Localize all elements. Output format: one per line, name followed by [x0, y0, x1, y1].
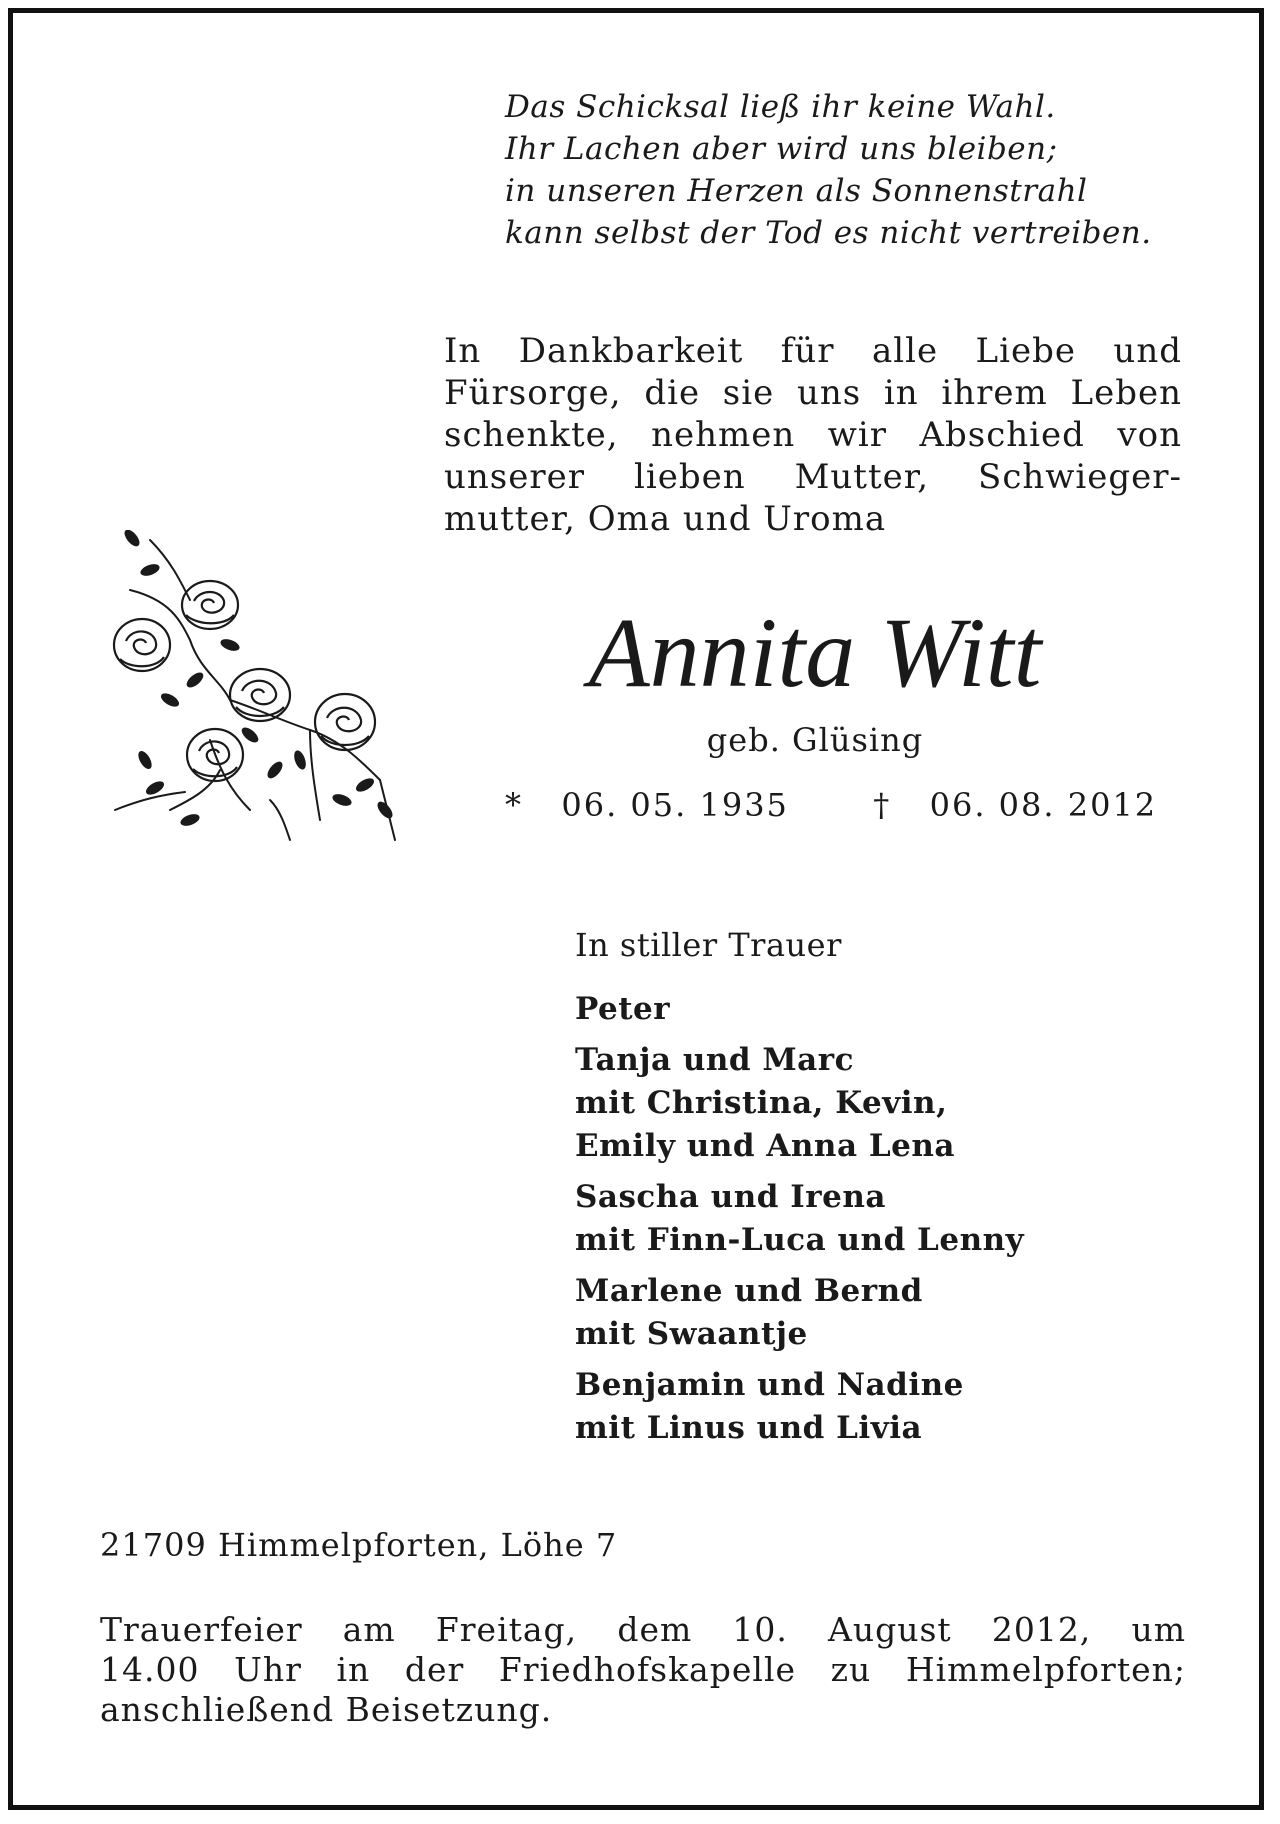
intro-text: [444, 330, 1182, 540]
poem-line: Ihr Lachen aber wird uns bleiben;: [505, 131, 1058, 167]
death-date: 06. 08. 2012: [929, 786, 1158, 824]
mourner-line: mit Swaantje: [575, 1316, 808, 1352]
ceremony-info: [100, 1610, 1186, 1730]
leaf-icon: [122, 530, 143, 549]
rose-icon: [114, 619, 170, 671]
leaf-icon: [239, 725, 261, 746]
poem-line: in unseren Herzen als Sonnenstrahl: [505, 173, 1088, 209]
leaf-icon: [219, 637, 241, 653]
poem-line: Das Schicksal ließ ihr keine Wahl.: [505, 89, 1056, 125]
maiden-name: geb. Glüsing: [706, 721, 924, 759]
leaf-icon: [331, 792, 353, 808]
mourner-line: Sascha und Irena: [575, 1179, 886, 1215]
mourners-list: [575, 988, 1215, 1458]
mourner-line: Peter: [575, 991, 671, 1027]
mourner-line: Benjamin und Nadine: [575, 1367, 964, 1403]
mourner-line: mit Linus und Livia: [575, 1410, 923, 1446]
leaf-icon: [265, 759, 286, 781]
intro-line: schenkte, nehmen wir Abschied von: [444, 415, 1182, 455]
death-symbol: †: [873, 786, 892, 824]
deceased-name: Annita Witt: [588, 597, 1042, 708]
ceremony-line: 14.00 Uhr in der Friedhofskapelle zu Himmelpforten;: [100, 1650, 1186, 1689]
mourner-line: Tanja und Marc: [575, 1042, 854, 1078]
mourner-line: mit Finn-Luca und Lenny: [575, 1222, 1025, 1258]
leaf-icon: [354, 776, 376, 795]
intro-line: Fürsorge, die sie uns in ihrem Leben: [444, 373, 1182, 413]
leaf-icon: [136, 749, 155, 771]
address: 21709 Himmelpforten, Löhe 7: [100, 1526, 618, 1564]
leaf-icon: [292, 749, 308, 771]
poem-line: kann selbst der Tod es nicht vertreiben.: [505, 215, 1152, 251]
mourner-group: [575, 1364, 1215, 1450]
rose-icon: [315, 694, 375, 750]
roses-illustration: [110, 530, 420, 850]
mourner-group: [575, 1270, 1215, 1356]
mourner-group: [575, 1176, 1215, 1262]
leaf-icon: [184, 670, 206, 691]
intro-line: In Dankbarkeit für alle Liebe und: [444, 331, 1182, 371]
mourner-line: Marlene und Bernd: [575, 1273, 923, 1309]
birth-date: 06. 05. 1935: [561, 786, 789, 824]
poem: [505, 86, 1225, 254]
intro-line: unserer lieben Mutter, Schwieger-: [444, 457, 1182, 497]
birth-symbol: *: [505, 786, 523, 824]
mourner-line: mit Christina, Kevin,: [575, 1085, 948, 1121]
intro-line: mutter, Oma und Uroma: [444, 499, 887, 539]
mourner-group: [575, 988, 1215, 1031]
leaf-icon: [139, 562, 161, 578]
ceremony-line: anschließend Beisetzung.: [100, 1690, 553, 1729]
leaf-icon: [159, 691, 181, 710]
rose-icon: [230, 669, 290, 721]
rose-icon: [182, 581, 238, 629]
mourners-heading: In stiller Trauer: [575, 926, 842, 964]
mourner-group: [575, 1039, 1215, 1168]
leaf-icon: [144, 779, 166, 798]
life-dates: [505, 785, 1205, 825]
mourner-line: Emily und Anna Lena: [575, 1128, 955, 1164]
ceremony-line: Trauerfeier am Freitag, dem 10. August 2012, um: [100, 1610, 1186, 1649]
leaf-icon: [179, 812, 201, 828]
